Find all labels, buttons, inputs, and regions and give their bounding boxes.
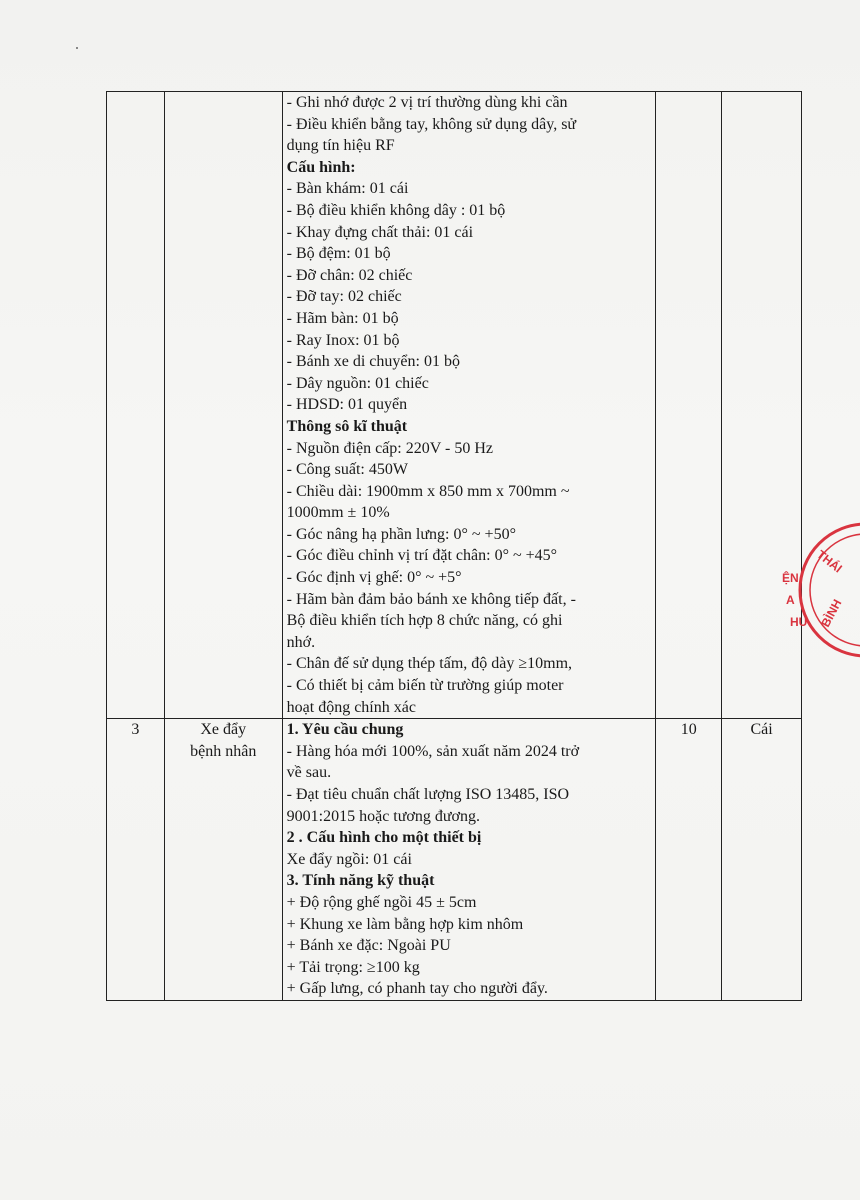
specification-table (106, 91, 802, 1001)
description-line: Bộ điều khiển tích hợp 8 chức năng, có ghi (286, 612, 563, 630)
description-cell (282, 92, 656, 719)
description-line: về sau. (286, 764, 332, 782)
speck (76, 47, 78, 49)
description-line: hoạt động chính xác (286, 698, 416, 716)
section-heading: Thông sô kĩ thuật (286, 417, 408, 435)
description-line: - Góc định vị ghế: 0° ~ +5° (286, 569, 462, 587)
description-cell (282, 719, 656, 1001)
description-line: nhớ. (286, 633, 316, 651)
description-line: - Đạt tiêu chuẩn chất lượng ISO 13485, ISO (286, 786, 570, 803)
description-line: + Tải trọng: ≥100 kg (286, 958, 420, 976)
description-line: - Có thiết bị cảm biến từ trường giúp moter (286, 677, 564, 695)
table-row (107, 719, 802, 1001)
item-name-cell (164, 719, 282, 1001)
section-heading: Cấu hình: (286, 158, 356, 176)
stt-cell: 3 (107, 719, 165, 1001)
description-line: - Hãm bàn: 01 bộ (286, 309, 399, 327)
unit-cell: Cái (722, 719, 802, 1001)
description-line: + Khung xe làm bằng hợp kim nhôm (286, 915, 524, 933)
description-line: - HDSD: 01 quyển (286, 396, 408, 414)
seal-text-top: THÁI (814, 547, 845, 576)
description-line: 1000mm ± 10% (286, 504, 390, 522)
section-heading: 3. Tính năng kỹ thuật (286, 872, 435, 890)
description-line: - Đỡ tay: 02 chiếc (286, 288, 402, 306)
description-line: - Hãm bàn đảm bảo bánh xe không tiếp đất, - (286, 590, 576, 608)
description-line: - Dây nguồn: 01 chiếc (286, 374, 429, 392)
description-line: - Góc điều chỉnh vị trí đặt chân: 0° ~ +45° (286, 547, 558, 565)
description-line: - Bộ đệm: 01 bộ (286, 245, 391, 263)
description-line: - Đỡ chân: 02 chiếc (286, 266, 413, 284)
description-line: - Bàn khám: 01 cái (286, 180, 409, 198)
description-line: - Bánh xe di chuyển: 01 bộ (286, 353, 460, 371)
stt-cell (107, 92, 165, 719)
item-name-line: Xe đẩy (200, 721, 247, 739)
seal-fragment: HU (790, 615, 808, 629)
table-row (107, 92, 802, 719)
description-line: Xe đẩy ngồi: 01 cái (286, 850, 412, 868)
seal-text-right: BÌNH (818, 596, 845, 630)
description-line: - Khay đựng chất thải: 01 cái (286, 223, 474, 241)
description-line: - Hàng hóa mới 100%, sản xuất năm 2024 trở (286, 742, 580, 760)
quantity-cell: 10 (656, 719, 722, 1001)
description-line: - Nguồn điện cấp: 220V - 50 Hz (286, 439, 493, 457)
description-line: + Bánh xe đặc: Ngoài PU (286, 937, 451, 955)
section-heading: 1. Yêu cầu chung (286, 721, 404, 739)
item-name-line: bệnh nhân (190, 742, 257, 760)
description-line: dụng tín hiệu RF (286, 137, 395, 155)
description-line: + Gấp lưng, có phanh tay cho người đẩy. (286, 980, 548, 998)
red-seal-stamp (776, 520, 860, 660)
description-line: + Độ rộng ghế ngồi 45 ± 5cm (286, 893, 477, 911)
description-line: - Chân đế sử dụng thép tấm, độ dày ≥10mm, (286, 655, 573, 673)
description-line: - Công suất: 450W (286, 461, 408, 479)
description-line: - Chiều dài: 1900mm x 850 mm x 700mm ~ (286, 482, 570, 500)
seal-graphic (776, 520, 860, 660)
description-line: - Ghi nhớ được 2 vị trí thường dùng khi cần (286, 94, 568, 111)
description-line: - Góc nâng hạ phần lưng: 0° ~ +50° (286, 525, 516, 543)
description-line: - Bộ điều khiển không dây : 01 bộ (286, 201, 506, 219)
seal-fragment: ỆN (782, 571, 799, 585)
description-line: 9001:2015 hoặc tương đương. (286, 807, 480, 825)
seal-fragment: A (786, 593, 795, 607)
item-name-cell (164, 92, 282, 719)
section-heading: 2 . Cấu hình cho một thiết bị (286, 829, 482, 847)
quantity-cell (656, 92, 722, 719)
description-line: - Ray Inox: 01 bộ (286, 331, 400, 349)
description-line: - Điều khiển bằng tay, không sử dụng dây, sử (286, 115, 577, 133)
